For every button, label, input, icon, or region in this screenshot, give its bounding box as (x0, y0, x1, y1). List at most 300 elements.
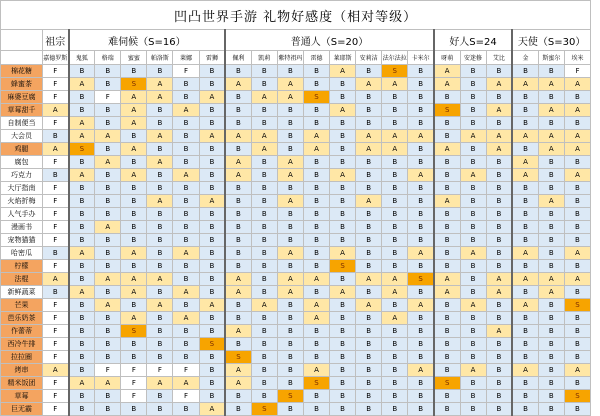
affinity-cell: S (434, 377, 460, 390)
affinity-cell: B (512, 65, 538, 78)
affinity-cell: B (564, 403, 590, 416)
affinity-cell: F (43, 312, 69, 325)
character-header: 格瑞 (95, 51, 121, 65)
affinity-cell: B (173, 143, 199, 156)
affinity-cell: A (121, 169, 147, 182)
affinity-cell: B (512, 143, 538, 156)
affinity-cell: B (356, 390, 382, 403)
affinity-cell: B (251, 182, 277, 195)
affinity-cell: A (512, 130, 538, 143)
affinity-cell: B (434, 234, 460, 247)
affinity-cell: B (434, 182, 460, 195)
affinity-cell: A (225, 78, 251, 91)
affinity-cell: A (434, 195, 460, 208)
affinity-cell: B (460, 273, 486, 286)
affinity-cell: B (199, 260, 225, 273)
affinity-cell: B (225, 312, 251, 325)
affinity-cell: B (486, 156, 512, 169)
affinity-cell: B (69, 208, 95, 221)
affinity-cell: B (277, 130, 303, 143)
affinity-cell: B (303, 195, 329, 208)
character-header: 埃米 (564, 51, 590, 65)
affinity-cell: F (43, 156, 69, 169)
affinity-cell: A (43, 364, 69, 377)
affinity-cell: S (303, 91, 329, 104)
affinity-cell: B (434, 312, 460, 325)
gift-name-cell: 火焰折梅 (1, 195, 43, 208)
affinity-cell: B (147, 65, 173, 78)
affinity-cell: B (303, 78, 329, 91)
affinity-cell: A (408, 169, 434, 182)
affinity-cell: A (434, 78, 460, 91)
title-row (1, 1, 591, 30)
affinity-cell: B (147, 351, 173, 364)
affinity-cell: B (460, 312, 486, 325)
gift-name-cell: 腐包 (1, 156, 43, 169)
affinity-cell: A (251, 91, 277, 104)
affinity-cell: B (95, 65, 121, 78)
affinity-cell: B (199, 182, 225, 195)
affinity-cell: B (69, 234, 95, 247)
affinity-cell: B (408, 143, 434, 156)
gift-name-cell: 巨无霸 (1, 403, 43, 416)
character-header: 安莉洁 (356, 51, 382, 65)
affinity-cell: B (277, 260, 303, 273)
affinity-cell: B (303, 247, 329, 260)
affinity-cell: B (564, 338, 590, 351)
affinity-cell: B (486, 260, 512, 273)
affinity-cell: B (382, 117, 408, 130)
affinity-cell: B (251, 208, 277, 221)
affinity-cell: B (147, 208, 173, 221)
affinity-cell: B (486, 403, 512, 416)
affinity-cell: B (538, 65, 564, 78)
affinity-cell: B (225, 221, 251, 234)
affinity-cell: B (538, 156, 564, 169)
table-row (1, 273, 591, 286)
character-header: 紫特祖玛 (277, 51, 303, 65)
affinity-cell: B (564, 351, 590, 364)
affinity-cell: A (147, 91, 173, 104)
affinity-cell: B (225, 182, 251, 195)
affinity-cell: S (382, 65, 408, 78)
affinity-cell: B (408, 117, 434, 130)
affinity-cell: B (225, 91, 251, 104)
affinity-cell: A (538, 104, 564, 117)
affinity-cell: B (408, 221, 434, 234)
affinity-cell: B (95, 325, 121, 338)
affinity-cell: B (43, 286, 69, 299)
affinity-cell: B (173, 78, 199, 91)
affinity-cell: B (564, 234, 590, 247)
affinity-cell: B (460, 351, 486, 364)
affinity-cell: A (486, 286, 512, 299)
affinity-cell: A (147, 130, 173, 143)
table-row (1, 91, 591, 104)
affinity-cell: B (251, 195, 277, 208)
affinity-cell: B (147, 338, 173, 351)
affinity-cell: B (512, 351, 538, 364)
affinity-cell: A (512, 169, 538, 182)
affinity-cell: A (486, 78, 512, 91)
affinity-cell: A (486, 325, 512, 338)
affinity-cell: A (408, 364, 434, 377)
affinity-cell: B (486, 377, 512, 390)
affinity-cell: B (147, 221, 173, 234)
gift-name-cell: 西冷牛排 (1, 338, 43, 351)
affinity-cell: F (43, 117, 69, 130)
affinity-cell: A (330, 286, 356, 299)
affinity-cell: A (277, 247, 303, 260)
affinity-cell: B (564, 156, 590, 169)
affinity-cell: B (460, 143, 486, 156)
affinity-cell: A (512, 156, 538, 169)
gift-name-cell: 大会员 (1, 130, 43, 143)
table-row (1, 325, 591, 338)
affinity-cell: A (121, 91, 147, 104)
affinity-cell: B (512, 338, 538, 351)
affinity-cell: B (434, 351, 460, 364)
affinity-cell: A (408, 130, 434, 143)
gift-name-cell: 巧克力 (1, 169, 43, 182)
affinity-cell: B (277, 143, 303, 156)
affinity-cell: B (538, 403, 564, 416)
affinity-cell: B (147, 247, 173, 260)
affinity-cell: B (538, 208, 564, 221)
affinity-cell: B (69, 195, 95, 208)
affinity-cell: B (251, 273, 277, 286)
affinity-cell: A (277, 91, 303, 104)
table-row (1, 234, 591, 247)
affinity-cell: B (486, 390, 512, 403)
affinity-cell: B (538, 351, 564, 364)
affinity-cell: B (251, 351, 277, 364)
affinity-cell: A (225, 377, 251, 390)
affinity-cell: B (95, 390, 121, 403)
affinity-cell: A (460, 130, 486, 143)
affinity-cell: B (538, 117, 564, 130)
affinity-cell: B (199, 65, 225, 78)
affinity-cell: A (564, 78, 590, 91)
affinity-cell: B (251, 390, 277, 403)
affinity-cell: B (43, 169, 69, 182)
affinity-cell: B (147, 286, 173, 299)
affinity-cell: A (173, 169, 199, 182)
affinity-cell: A (225, 169, 251, 182)
corner-cell (1, 30, 43, 51)
affinity-cell: B (199, 78, 225, 91)
affinity-cell: B (173, 260, 199, 273)
affinity-cell: A (330, 169, 356, 182)
affinity-cell: B (512, 208, 538, 221)
affinity-cell: A (147, 377, 173, 390)
affinity-cell: B (382, 208, 408, 221)
affinity-cell: B (330, 364, 356, 377)
affinity-cell: B (147, 117, 173, 130)
affinity-cell: B (251, 312, 277, 325)
affinity-cell: B (356, 104, 382, 117)
group-header: 普通人（S=20） (225, 30, 434, 51)
affinity-cell: B (434, 338, 460, 351)
affinity-cell: B (69, 325, 95, 338)
affinity-cell: B (225, 143, 251, 156)
affinity-cell: B (564, 208, 590, 221)
affinity-cell: A (225, 130, 251, 143)
affinity-cell: A (382, 130, 408, 143)
affinity-cell: B (330, 208, 356, 221)
affinity-cell: B (69, 182, 95, 195)
affinity-cell: B (434, 325, 460, 338)
affinity-cell: F (564, 65, 590, 78)
affinity-cell: B (356, 117, 382, 130)
affinity-cell: B (486, 169, 512, 182)
affinity-cell: B (121, 65, 147, 78)
affinity-cell: A (95, 130, 121, 143)
affinity-cell: B (434, 208, 460, 221)
affinity-cell: A (434, 143, 460, 156)
affinity-cell: B (147, 143, 173, 156)
affinity-cell: B (356, 65, 382, 78)
affinity-cell: B (434, 403, 460, 416)
affinity-cell: A (303, 273, 329, 286)
affinity-cell: B (173, 91, 199, 104)
group-header-row (1, 30, 591, 51)
affinity-cell: F (43, 182, 69, 195)
affinity-cell: B (303, 169, 329, 182)
affinity-cell: B (199, 143, 225, 156)
affinity-cell: S (121, 325, 147, 338)
affinity-cell: A (251, 143, 277, 156)
affinity-cell: B (434, 247, 460, 260)
affinity-cell: B (564, 221, 590, 234)
affinity-cell: B (538, 91, 564, 104)
affinity-cell: B (330, 78, 356, 91)
affinity-cell: B (43, 247, 69, 260)
affinity-cell: B (408, 234, 434, 247)
affinity-cell: B (434, 169, 460, 182)
gift-name-cell: 柠檬 (1, 260, 43, 273)
character-header: 雷德 (303, 51, 329, 65)
affinity-cell: B (277, 117, 303, 130)
affinity-cell: A (69, 286, 95, 299)
gift-name-cell: 漫画书 (1, 221, 43, 234)
affinity-cell: A (512, 364, 538, 377)
table-row (1, 117, 591, 130)
affinity-cell: A (460, 169, 486, 182)
affinity-cell: B (512, 286, 538, 299)
character-header: 艾比 (486, 51, 512, 65)
affinity-cell: B (382, 390, 408, 403)
affinity-cell: B (121, 208, 147, 221)
affinity-cell: A (199, 299, 225, 312)
affinity-cell: A (330, 247, 356, 260)
affinity-cell: B (199, 169, 225, 182)
affinity-cell: B (330, 130, 356, 143)
affinity-cell: B (356, 338, 382, 351)
affinity-cell: B (199, 377, 225, 390)
affinity-cell: B (356, 182, 382, 195)
affinity-cell: A (434, 65, 460, 78)
affinity-cell: A (277, 286, 303, 299)
affinity-cell: B (356, 260, 382, 273)
affinity-cell: A (564, 143, 590, 156)
sheet-title: 凹凸世界手游 礼物好感度（相对等级） (1, 1, 591, 30)
affinity-cell: B (460, 390, 486, 403)
affinity-cell: A (538, 130, 564, 143)
table-row (1, 169, 591, 182)
affinity-cell: B (408, 182, 434, 195)
affinity-cell: B (382, 403, 408, 416)
affinity-cell: B (303, 182, 329, 195)
affinity-cell: A (147, 299, 173, 312)
affinity-cell: B (512, 390, 538, 403)
affinity-cell: B (538, 260, 564, 273)
affinity-cell: B (277, 377, 303, 390)
affinity-cell: B (408, 286, 434, 299)
affinity-cell: A (121, 286, 147, 299)
affinity-cell: A (538, 195, 564, 208)
affinity-cell: B (199, 351, 225, 364)
affinity-cell: A (121, 104, 147, 117)
gift-name-cell: 宠物猫猫 (1, 234, 43, 247)
affinity-cell: B (95, 78, 121, 91)
affinity-cell: B (95, 234, 121, 247)
affinity-cell: B (303, 234, 329, 247)
affinity-cell: B (147, 234, 173, 247)
affinity-cell: B (199, 273, 225, 286)
affinity-cell: A (564, 364, 590, 377)
affinity-cell: B (69, 221, 95, 234)
affinity-cell: B (564, 286, 590, 299)
affinity-cell: A (303, 312, 329, 325)
table-row (1, 338, 591, 351)
affinity-cell: B (225, 104, 251, 117)
affinity-cell: B (277, 351, 303, 364)
affinity-cell: B (251, 104, 277, 117)
character-header: 蜜蜜 (121, 51, 147, 65)
affinity-cell: B (408, 312, 434, 325)
affinity-cell: B (538, 312, 564, 325)
affinity-cell: F (43, 208, 69, 221)
affinity-cell: B (199, 156, 225, 169)
affinity-cell: B (408, 65, 434, 78)
affinity-cell: B (121, 299, 147, 312)
affinity-cell: A (95, 273, 121, 286)
affinity-cell: B (382, 325, 408, 338)
affinity-cell: A (564, 169, 590, 182)
affinity-cell: B (173, 195, 199, 208)
affinity-cell: S (564, 390, 590, 403)
affinity-cell: B (251, 338, 277, 351)
affinity-cell: B (43, 130, 69, 143)
affinity-cell: A (147, 273, 173, 286)
affinity-cell: B (225, 260, 251, 273)
affinity-cell: B (121, 195, 147, 208)
affinity-cell: B (69, 390, 95, 403)
affinity-cell: B (199, 390, 225, 403)
affinity-cell: B (382, 195, 408, 208)
affinity-cell: B (173, 208, 199, 221)
affinity-cell: A (512, 247, 538, 260)
affinity-cell: A (121, 143, 147, 156)
affinity-cell: B (382, 182, 408, 195)
affinity-cell: B (538, 338, 564, 351)
affinity-cell: B (486, 195, 512, 208)
affinity-cell: B (199, 325, 225, 338)
affinity-cell: B (382, 104, 408, 117)
affinity-cell: B (486, 312, 512, 325)
affinity-cell: B (460, 221, 486, 234)
affinity-cell: A (225, 156, 251, 169)
affinity-cell: B (95, 351, 121, 364)
affinity-cell: B (538, 390, 564, 403)
affinity-cell: B (277, 234, 303, 247)
affinity-cell: B (538, 299, 564, 312)
affinity-cell: A (251, 299, 277, 312)
affinity-cell: B (251, 78, 277, 91)
table-row (1, 221, 591, 234)
affinity-cell: F (43, 403, 69, 416)
affinity-cell: B (199, 117, 225, 130)
affinity-cell: S (199, 338, 225, 351)
affinity-cell: A (147, 195, 173, 208)
affinity-cell: B (564, 182, 590, 195)
affinity-cell: B (173, 299, 199, 312)
gift-name-cell: 草莓 (1, 390, 43, 403)
affinity-cell: F (43, 91, 69, 104)
affinity-cell: B (382, 91, 408, 104)
affinity-cell: A (277, 78, 303, 91)
affinity-cell: F (121, 390, 147, 403)
affinity-cell: A (564, 273, 590, 286)
affinity-cell: B (382, 299, 408, 312)
affinity-cell: B (69, 312, 95, 325)
affinity-cell: B (95, 117, 121, 130)
affinity-cell: A (330, 65, 356, 78)
affinity-cell: B (69, 403, 95, 416)
affinity-cell: B (382, 247, 408, 260)
affinity-cell: A (225, 325, 251, 338)
affinity-cell: B (251, 247, 277, 260)
affinity-cell: A (225, 364, 251, 377)
affinity-cell: B (434, 117, 460, 130)
gift-name-cell: 精米饭团 (1, 377, 43, 390)
affinity-cell: A (538, 273, 564, 286)
affinity-cell: B (251, 234, 277, 247)
affinity-cell: B (486, 182, 512, 195)
affinity-cell: B (564, 195, 590, 208)
affinity-cell: A (69, 117, 95, 130)
affinity-cell: A (564, 104, 590, 117)
affinity-cell: B (564, 117, 590, 130)
character-header: 莱耶斯 (330, 51, 356, 65)
affinity-cell: A (147, 78, 173, 91)
affinity-cell: B (69, 273, 95, 286)
group-header: 难伺候（S=16） (69, 30, 226, 51)
affinity-cell: B (147, 169, 173, 182)
affinity-cell: B (69, 299, 95, 312)
affinity-cell: B (225, 117, 251, 130)
affinity-cell: A (277, 169, 303, 182)
affinity-cell: B (330, 299, 356, 312)
affinity-cell: B (95, 143, 121, 156)
affinity-cell: B (512, 117, 538, 130)
affinity-cell: B (303, 260, 329, 273)
affinity-cell: B (199, 208, 225, 221)
affinity-cell: B (147, 182, 173, 195)
affinity-cell: B (277, 338, 303, 351)
affinity-cell: A (121, 247, 147, 260)
